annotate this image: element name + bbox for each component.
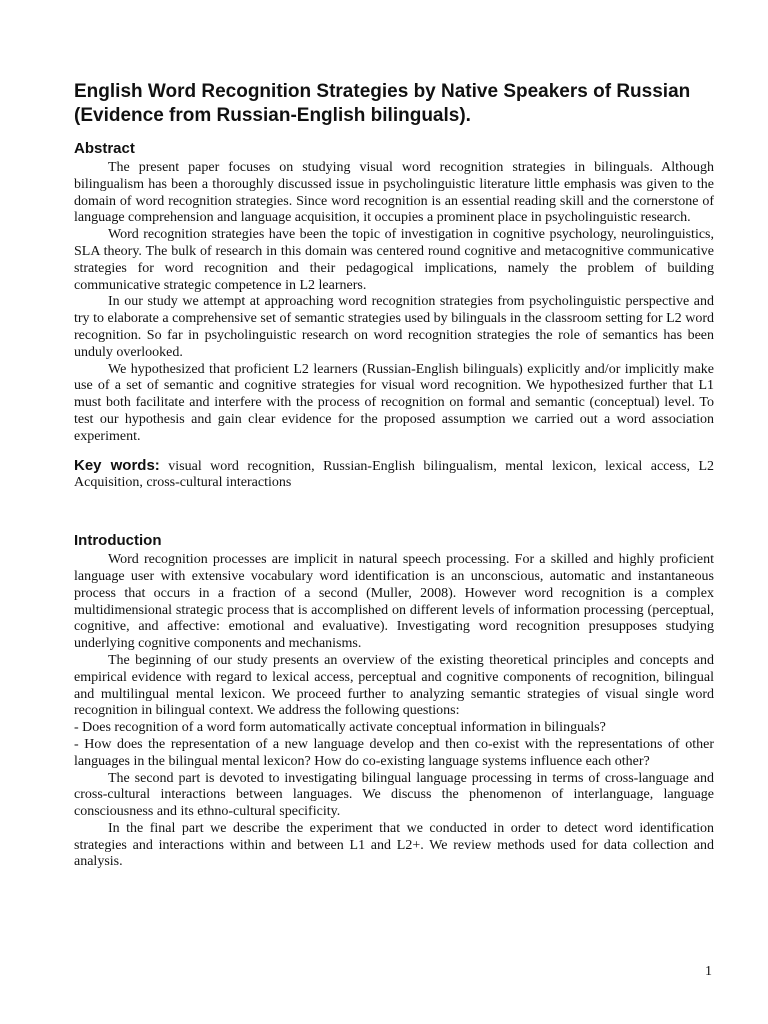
intro-paragraph-2: The beginning of our study presents an overview of the existing theoretical principles and concepts and empirical evidence with regard to lexical access, perceptual and cognitive components of recognition, bilingual and multilingual mental lexicon. We proceed further to analyzing semantic strategies of visual single word recognition in bilingual context. We address the following questions: — [74, 652, 714, 719]
introduction-heading: Introduction — [74, 532, 162, 550]
intro-question-2: - How does the representation of a new language develop and then co-exist with the representations of other languages in the bilingual mental lexicon? How do co-existing language systems influence each other? — [74, 736, 714, 769]
keywords-text: visual word recognition, Russian-English bilingualism, mental lexicon, lexical access, L2 Acquisition, cross-cultural interactions — [74, 458, 715, 491]
intro-paragraph-1: Word recognition processes are implicit in natural speech processing. For a skilled and highly proficient language user with extensive vocabulary word identification is an unconscious, automatic and instantaneous process that occurs in a fraction of a second (Muller, 2008). However word recognition is a complex multidimensional strategic process that is accomplished on different levels of information processing (perceptual, cognitive, and affective: emotional and evaluative). Investigating word recognition presupposes studying underlying cognitive components and mechanisms. — [74, 552, 714, 652]
abstract-heading: Abstract — [74, 140, 135, 157]
abstract-paragraph-3: In our study we attempt at approaching word recognition strategies from psycholinguistic perspective and try to elaborate a comprehensive set of semantic strategies used by bilinguals in the classroom setting for L2 word recognition. So far in psycholinguistic research on word recognition strategies the role of semantics has been unduly overlooked. — [74, 294, 714, 360]
intro-question-1: - Does recognition of a word form automatically activate conceptual information in bilinguals? — [74, 720, 606, 736]
keywords — [74, 458, 714, 493]
introduction-section — [74, 532, 714, 871]
intro-paragraph-4: In the final part we describe the experiment that we conducted in order to detect word identification strategies and interactions within and between L1 and L2+. We review methods used for data collection and analysis. — [74, 820, 714, 870]
document-page — [74, 80, 714, 871]
keywords-label: Key words: — [74, 456, 160, 474]
page-number: 1 — [705, 964, 712, 979]
abstract-paragraph-1: The present paper focuses on studying visual word recognition strategies in bilinguals. Although bilingualism has been a thoroughly discussed issue in psycholinguistic literature little emphasis was given to the domain of word recognition strategies. Since word recognition is an essential reading skill and the cornerstone of language comprehension and language acquisition, it occupies a prominent place in psycholinguistic research. — [74, 160, 714, 226]
abstract-paragraph-2: Word recognition strategies have been the topic of investigation in cognitive psychology, neurolinguistics, SLA theory. The bulk of research in this domain was centered round cognitive and metacognitive communicative strategies for word recognition and their pedagogical implications, namely the problem of building communicative strategic competence in L2 learners. — [74, 227, 714, 293]
abstract-paragraph-4: We hypothesized that proficient L2 learners (Russian-English bilinguals) explicitly and/or implicitly make use of a set of semantic and cognitive strategies for visual word recognition. We hypothesized further that L1 must both facilitate and interfere with the process of recognition on formal and semantic (conceptual) level. To test our hypothesis and gain clear evidence for the proposed assumption we carried out a word association experiment. — [74, 361, 714, 444]
intro-paragraph-3: The second part is devoted to investigating bilingual language processing in terms of cross-language and cross-cultural interactions between languages. We discuss the phenomenon of interlanguage, language consciousness and its ethno-cultural specificity. — [74, 770, 714, 820]
paper-title: English Word Recognition Strategies by Native Speakers of Russian (Evidence from Russian-English bilinguals). — [74, 81, 691, 126]
